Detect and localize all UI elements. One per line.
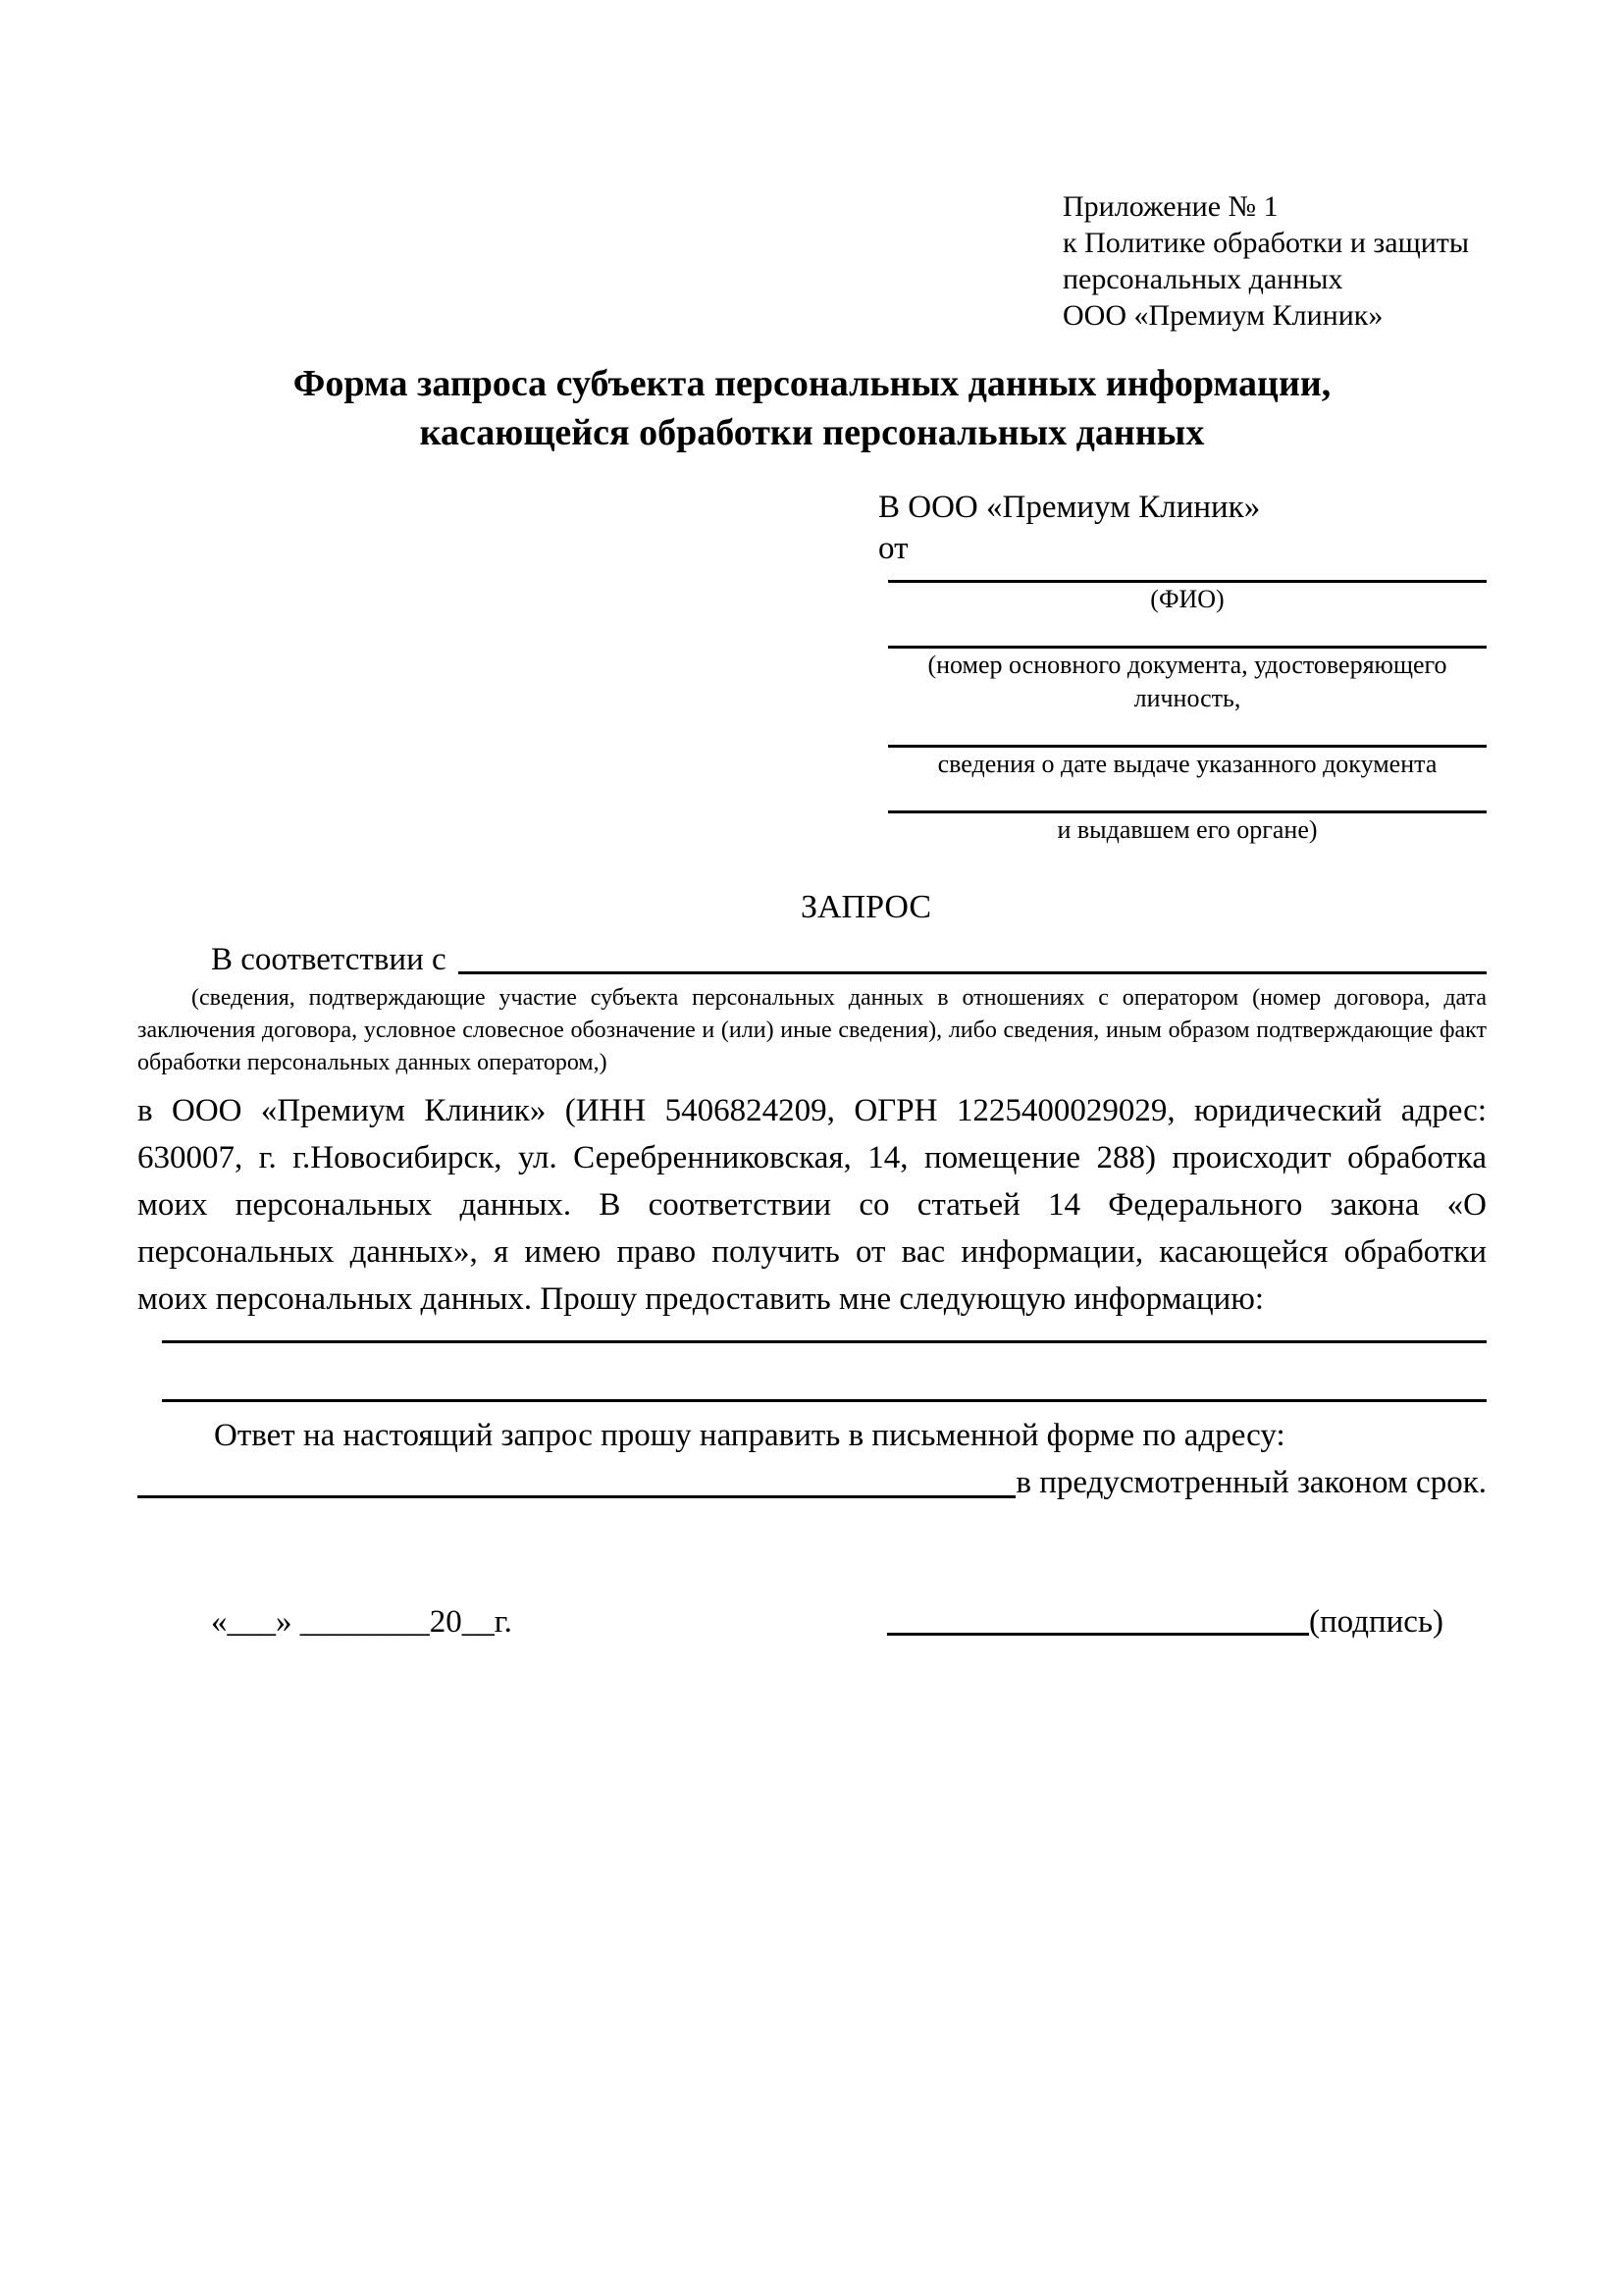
appendix-header-line: ООО «Премиум Клиник» xyxy=(1063,299,1384,332)
date-blank: «___» ________20__г. xyxy=(211,1604,512,1640)
signature-row xyxy=(137,1600,1487,1644)
fio-field-line xyxy=(888,571,1487,583)
issue-date-field-caption: сведения о дате выдаче указанного документа xyxy=(937,750,1438,778)
appendix-header-block xyxy=(1063,188,1487,334)
request-heading: ЗАПРОС xyxy=(800,889,932,925)
accordance-lead: В соответствии с xyxy=(211,942,446,977)
signature-blank-line xyxy=(887,1600,1309,1636)
info-blank-line-2 xyxy=(162,1399,1487,1402)
body-paragraph: в ООО «Премиум Клиник» (ИНН 5406824209, ОГРН 1225400029029, юридический адрес: 630007, г. г.Новосибирск, ул. Серебренниковская, 14, помещение 288) происходит обработка моих персональных данных. В соответствии со статьей 14 Федерального закона «О персональных данных», я имею право получить от вас информации, касающейся обработки моих персональных данных. Прошу предоставить мне следующую информацию: xyxy=(137,1093,1487,1317)
addressee-from-label: от xyxy=(878,531,909,566)
addressee-block xyxy=(878,487,1487,847)
accordance-blank-line xyxy=(458,937,1487,974)
fio-field xyxy=(888,571,1487,616)
document-title xyxy=(137,359,1487,457)
signature-area xyxy=(887,1600,1443,1644)
addressee-to: В ООО «Премиум Клиник» xyxy=(878,490,1261,525)
document-title-line-2: касающейся обработки персональных данных xyxy=(419,412,1205,453)
issuing-authority-field xyxy=(888,810,1487,847)
signature-caption: (подпись) xyxy=(1309,1604,1443,1640)
appendix-header-line: Приложение № 1 xyxy=(1063,190,1279,223)
issue-date-field xyxy=(888,745,1487,781)
issuing-authority-field-caption: и выдавшем его органе) xyxy=(1057,815,1318,844)
response-suffix: в предусмотренный законом срок. xyxy=(1016,1465,1487,1500)
id-number-field xyxy=(888,646,1487,715)
info-blank-line-1 xyxy=(162,1340,1487,1343)
fio-field-caption: (ФИО) xyxy=(1150,585,1225,613)
accordance-footnote: (сведения, подтверждающие участие субъекта персональных данных в отношениях с оператором (номер договора, дата заключения договора, условное словесное обозначение и (или) иные сведения), либо сведения, иным образом подтверждающие факт обработки персональных данных оператором,) xyxy=(137,985,1487,1075)
response-sentence: Ответ на настоящий запрос прошу направить в письменной форме по адресу: xyxy=(214,1418,1285,1453)
address-blank-line xyxy=(137,1459,1016,1498)
appendix-header-line: к Политике обработки и защиты xyxy=(1063,227,1470,259)
appendix-header-line: персональных данных xyxy=(1063,263,1343,295)
accordance-line xyxy=(137,937,1487,982)
response-address-line xyxy=(137,1459,1487,1506)
id-number-field-caption: (номер основного документа, удостоверяющего личность, xyxy=(927,651,1447,712)
document-title-line-1: Форма запроса субъекта персональных данных информации, xyxy=(292,363,1332,404)
